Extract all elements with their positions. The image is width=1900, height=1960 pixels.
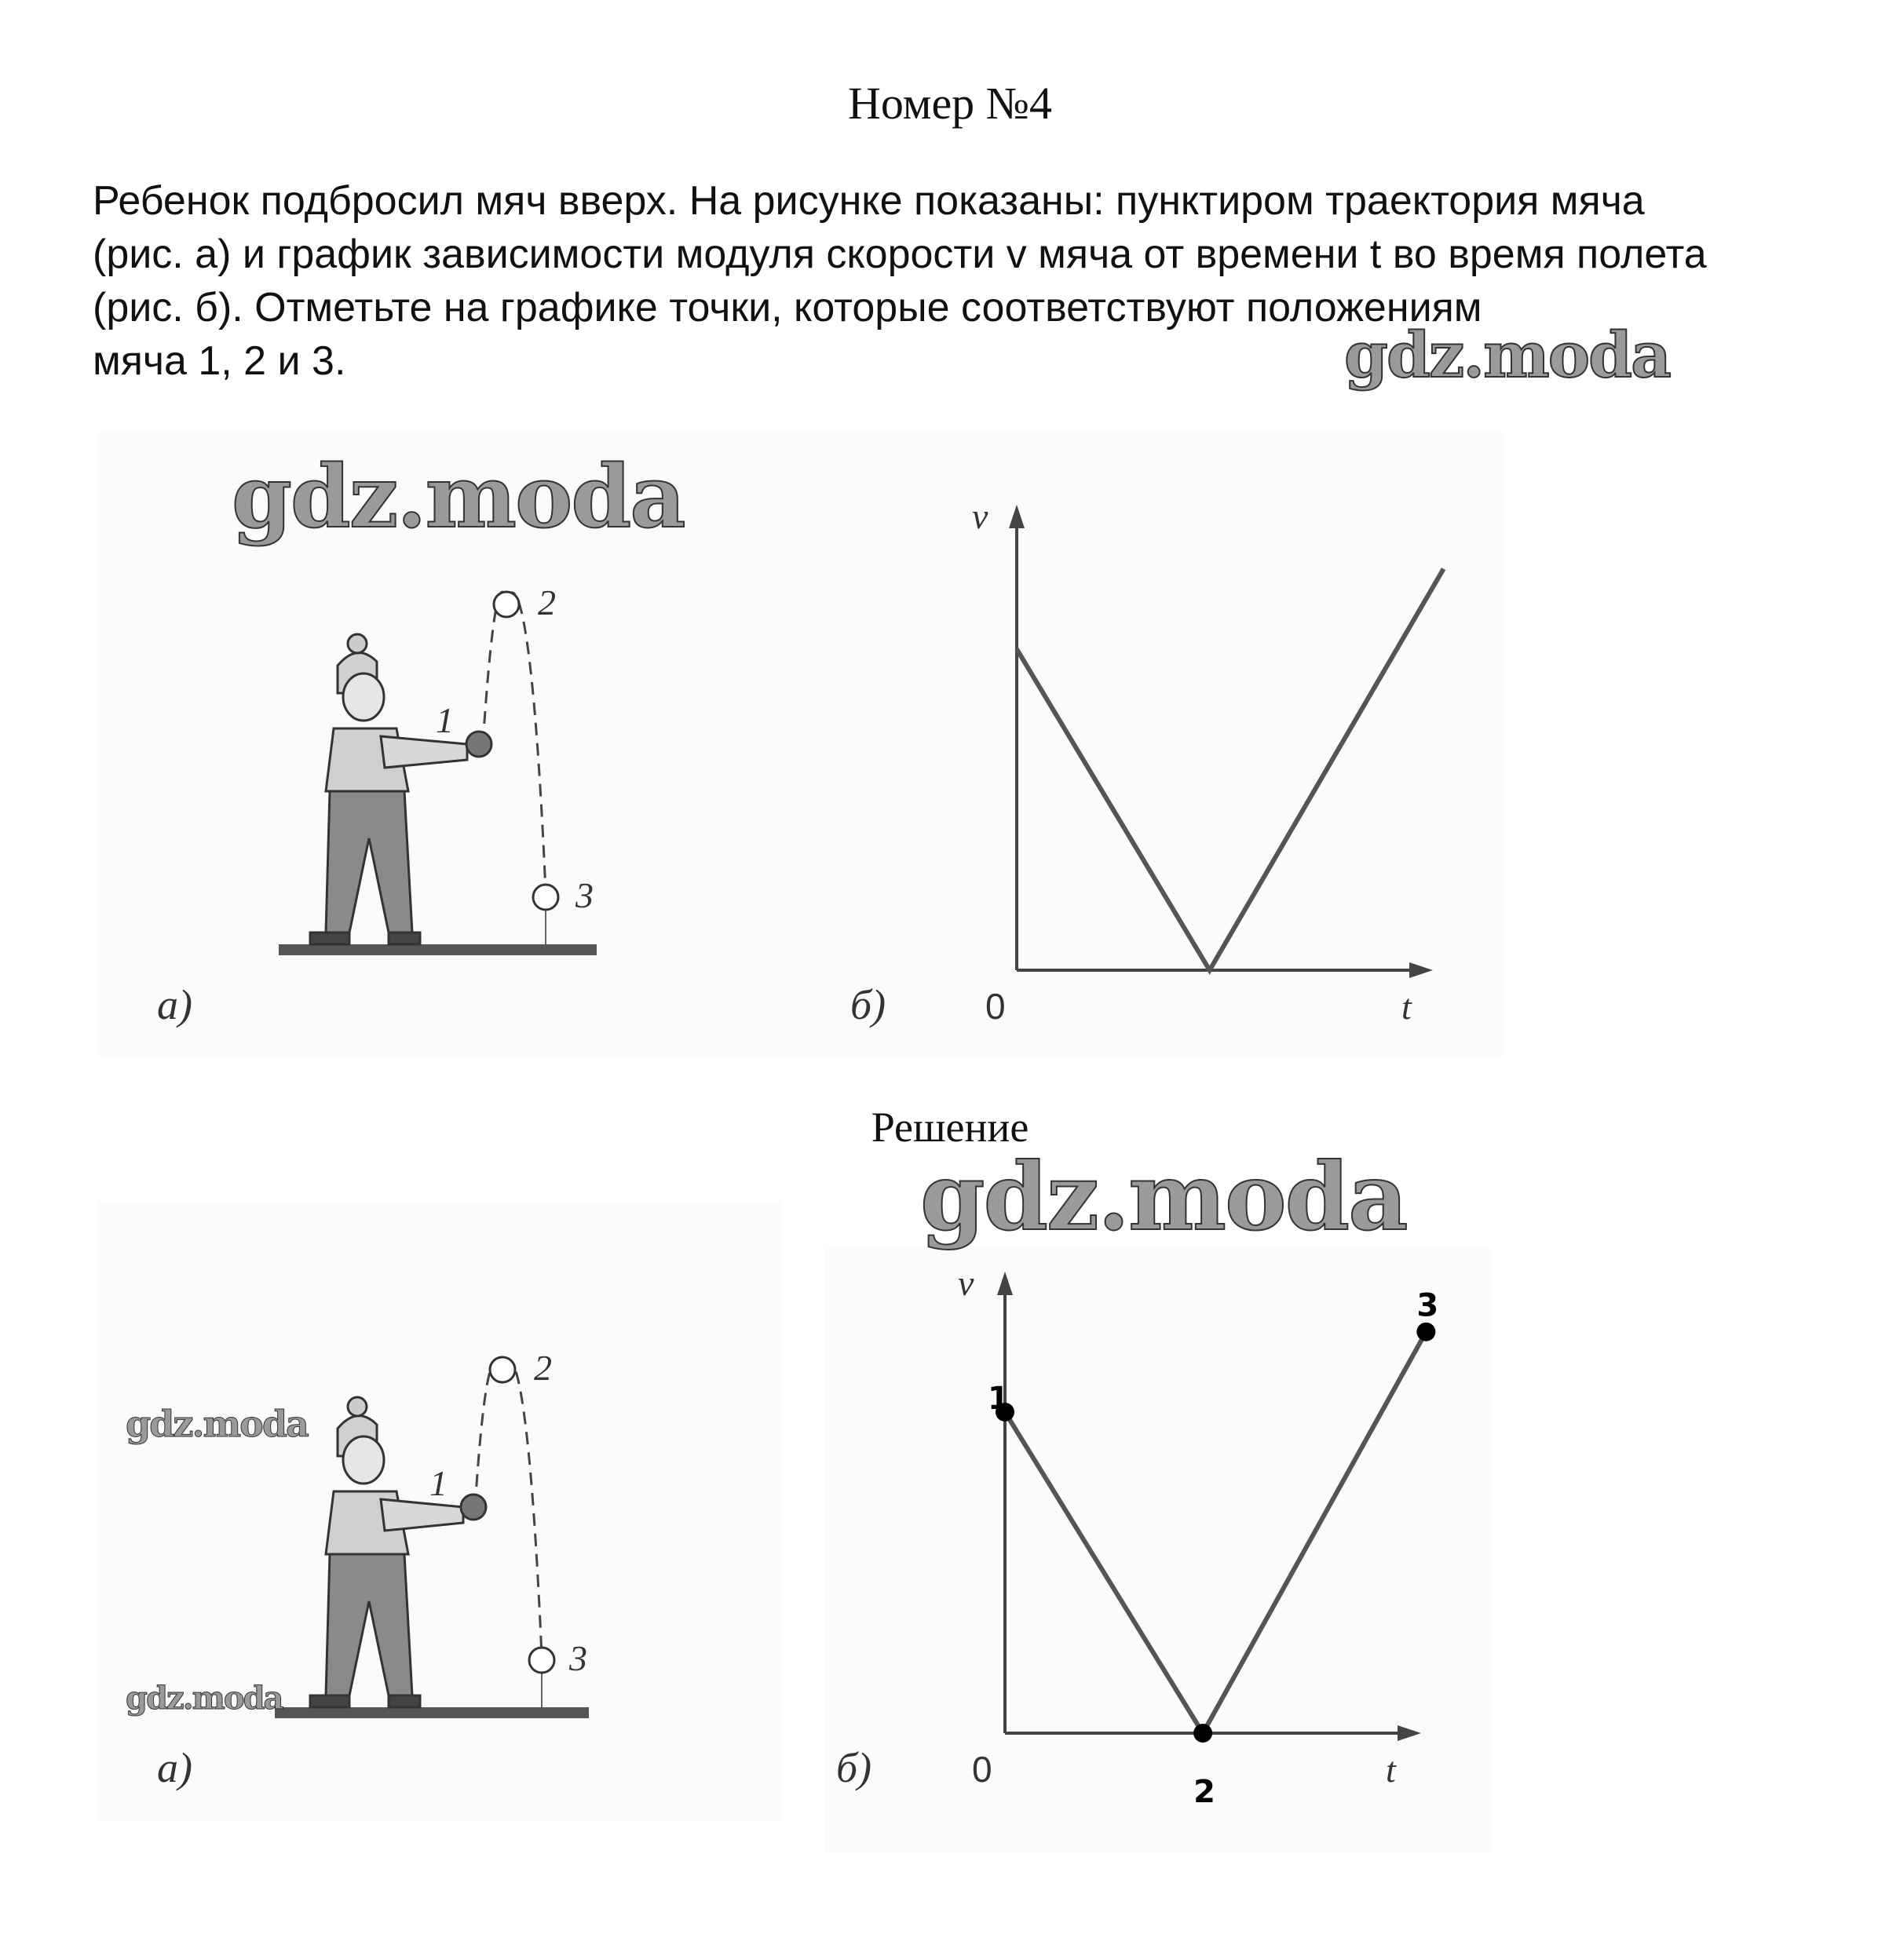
y-axis-label: v <box>972 496 988 536</box>
statement-line: (рис. б). Отметьте на графике точки, которые соответствуют положениям <box>93 285 1482 330</box>
watermark: gdz.moda <box>232 446 685 547</box>
ball-position-1 <box>461 1495 486 1520</box>
page-title: Номер №4 <box>847 78 1053 129</box>
ball-label-1: 1 <box>436 700 454 740</box>
watermark: gdz.moda <box>1344 318 1670 392</box>
ball-label-1: 1 <box>429 1463 448 1503</box>
watermark: gdz.moda <box>126 1680 283 1717</box>
point-label-1: 1 <box>988 1380 1010 1417</box>
ball-position-2 <box>490 1357 515 1382</box>
figure-label-b: б) <box>850 981 886 1028</box>
point-marker-3 <box>1416 1323 1435 1341</box>
statement-line: (рис. а) и график зависимости модуля скорости v мяча от времени t во время полета <box>93 232 1707 277</box>
solution-heading: Решение <box>871 1104 1029 1151</box>
ball-label-3: 3 <box>575 875 594 915</box>
ball-label-3: 3 <box>569 1638 587 1678</box>
origin-label: 0 <box>972 1749 992 1790</box>
ball-position-3 <box>529 1648 554 1673</box>
figure-label-a: а) <box>157 981 192 1028</box>
ball-label-2: 2 <box>534 1348 552 1388</box>
figure-a-solution <box>98 1201 781 1821</box>
x-axis-label: t <box>1401 987 1412 1027</box>
ball-position-1 <box>466 732 491 757</box>
statement-line: мяча 1, 2 и 3. <box>93 338 346 384</box>
origin-label: 0 <box>985 986 1006 1027</box>
ball-position-3 <box>533 885 558 910</box>
statement-line: Ребенок подбросил мяч вверх. На рисунке показаны: пунктиром траектория мяча <box>93 178 1645 224</box>
ball-position-2 <box>494 592 519 617</box>
figure-label-b: б) <box>836 1744 872 1791</box>
point-label-3: 3 <box>1416 1287 1439 1324</box>
point-marker-2 <box>1193 1724 1212 1743</box>
watermark: gdz.moda <box>126 1403 308 1445</box>
point-label-2: 2 <box>1193 1774 1215 1810</box>
velocity-chart-task <box>828 430 1504 1058</box>
velocity-chart-solution <box>824 1248 1492 1852</box>
y-axis-label: v <box>958 1263 974 1303</box>
ball-label-2: 2 <box>538 582 556 622</box>
figure-label-a: а) <box>157 1744 192 1791</box>
watermark: gdz.moda <box>920 1142 1407 1251</box>
x-axis-label: t <box>1386 1750 1396 1790</box>
